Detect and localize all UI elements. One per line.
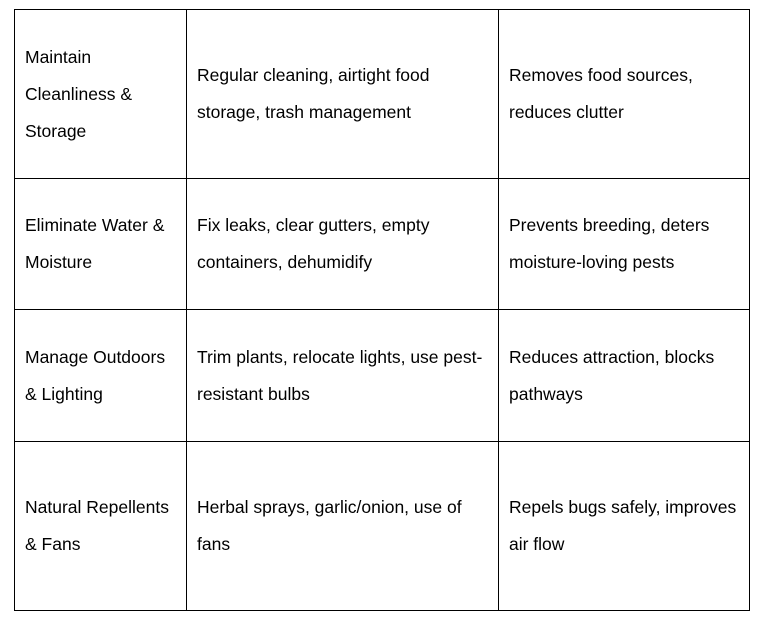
table-row [15,310,750,442]
actions-cell: Regular cleaning, airtight food storage, trash management [187,10,499,179]
method-cell: Maintain Cleanliness & Storage [15,10,187,179]
benefit-cell: Removes food sources, reduces clutter [499,10,750,179]
benefit-cell: Prevents breeding, deters moisture-loving pests [499,179,750,310]
table-row [15,179,750,310]
actions-cell: Trim plants, relocate lights, use pest-resistant bulbs [187,310,499,442]
actions-cell: Herbal sprays, garlic/onion, use of fans [187,442,499,611]
actions-cell: Fix leaks, clear gutters, empty containers, dehumidify [187,179,499,310]
table-row [15,442,750,611]
method-cell: Eliminate Water & Moisture [15,179,187,310]
table-row [15,10,750,179]
pest-control-table [14,9,750,611]
method-cell: Natural Repellents & Fans [15,442,187,611]
benefit-cell: Repels bugs safely, improves air flow [499,442,750,611]
benefit-cell: Reduces attraction, blocks pathways [499,310,750,442]
method-cell: Manage Outdoors & Lighting [15,310,187,442]
